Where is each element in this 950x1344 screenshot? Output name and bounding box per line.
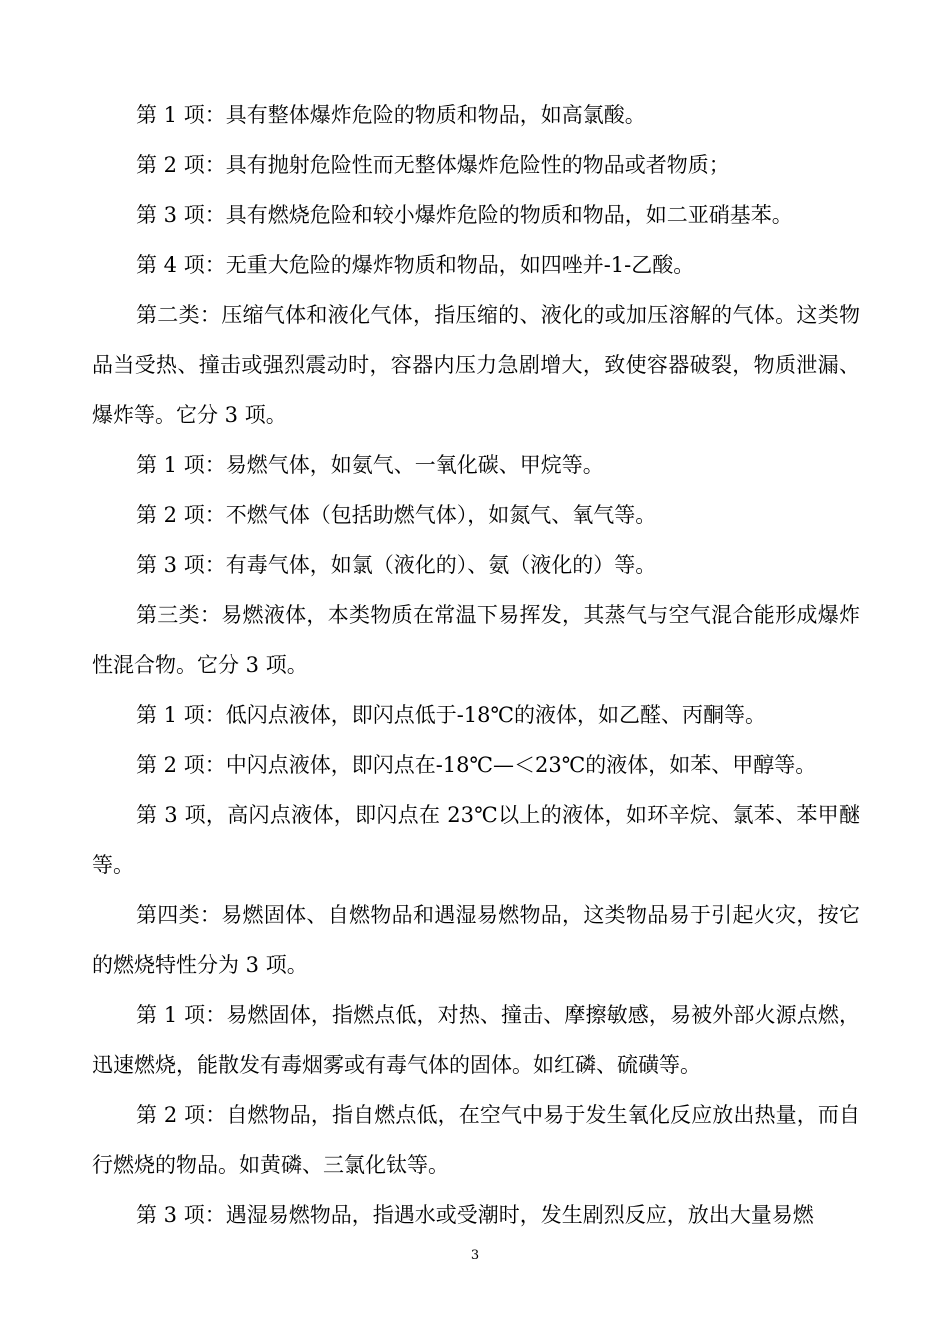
paragraph-liquid-item-1: 第 1 项：低闪点液体，即闪点低于-18℃的液体，如乙醛、丙酮等。	[136, 703, 767, 727]
paragraph-explosive-item-2: 第 2 项：具有抛射危险性而无整体爆炸危险性的物品或者物质；	[136, 153, 730, 177]
paragraph-class-4-solids: 第四类：易燃固体、自燃物品和遇湿易燃物品，这类物品易于引起火灾，按它的燃烧特性分为 3 项。	[92, 903, 860, 977]
document-body	[92, 90, 860, 1240]
paragraph-liquid-item-2: 第 2 项：中闪点液体，即闪点在-18℃—＜23℃的液体，如苯、甲醇等。	[136, 753, 817, 777]
paragraph-solid-item-1: 第 1 项：易燃固体，指燃点低，对热、撞击、摩擦敏感，易被外部火源点燃，迅速燃烧，能散发有毒烟雾或有毒气体的固体。如红磷、硫磺等。	[92, 1003, 860, 1077]
paragraph-solid-item-2: 第 2 项：自燃物品，指自燃点低，在空气中易于发生氧化反应放出热量，而自行燃烧的物品。如黄磷、三氯化钛等。	[92, 1103, 860, 1177]
paragraph-liquid-item-3: 第 3 项，高闪点液体，即闪点在 23℃以上的液体，如环辛烷、氯苯、苯甲醚等。	[92, 803, 860, 877]
paragraph-class-2-gases: 第二类：压缩气体和液化气体，指压缩的、液化的或加压溶解的气体。这类物品当受热、撞击或强烈震动时，容器内压力急剧增大，致使容器破裂，物质泄漏、爆炸等。它分 3 项。	[92, 303, 860, 427]
paragraph-explosive-item-4: 第 4 项：无重大危险的爆炸物质和物品，如四唑并-1-乙酸。	[136, 253, 695, 277]
page-number: 3	[470, 1248, 480, 1263]
paragraph-explosive-item-1: 第 1 项：具有整体爆炸危险的物质和物品，如高氯酸。	[136, 103, 646, 127]
paragraph-gas-item-3: 第 3 项：有毒气体，如氯（液化的）、氨（液化的）等。	[136, 553, 657, 577]
paragraph-explosive-item-3: 第 3 项：具有燃烧危险和较小爆炸危险的物质和物品，如二亚硝基苯。	[136, 203, 793, 227]
paragraph-gas-item-2: 第 2 项：不燃气体（包括助燃气体），如氮气、氧气等。	[136, 503, 657, 527]
paragraph-gas-item-1: 第 1 项：易燃气体，如氨气、一氧化碳、甲烷等。	[136, 453, 604, 477]
paragraph-solid-item-3: 第 3 项：遇湿易燃物品，指遇水或受潮时，发生剧烈反应，放出大量易燃	[136, 1203, 814, 1227]
paragraph-class-3-liquids: 第三类：易燃液体，本类物质在常温下易挥发，其蒸气与空气混合能形成爆炸性混合物。它分 3 项。	[92, 603, 860, 677]
